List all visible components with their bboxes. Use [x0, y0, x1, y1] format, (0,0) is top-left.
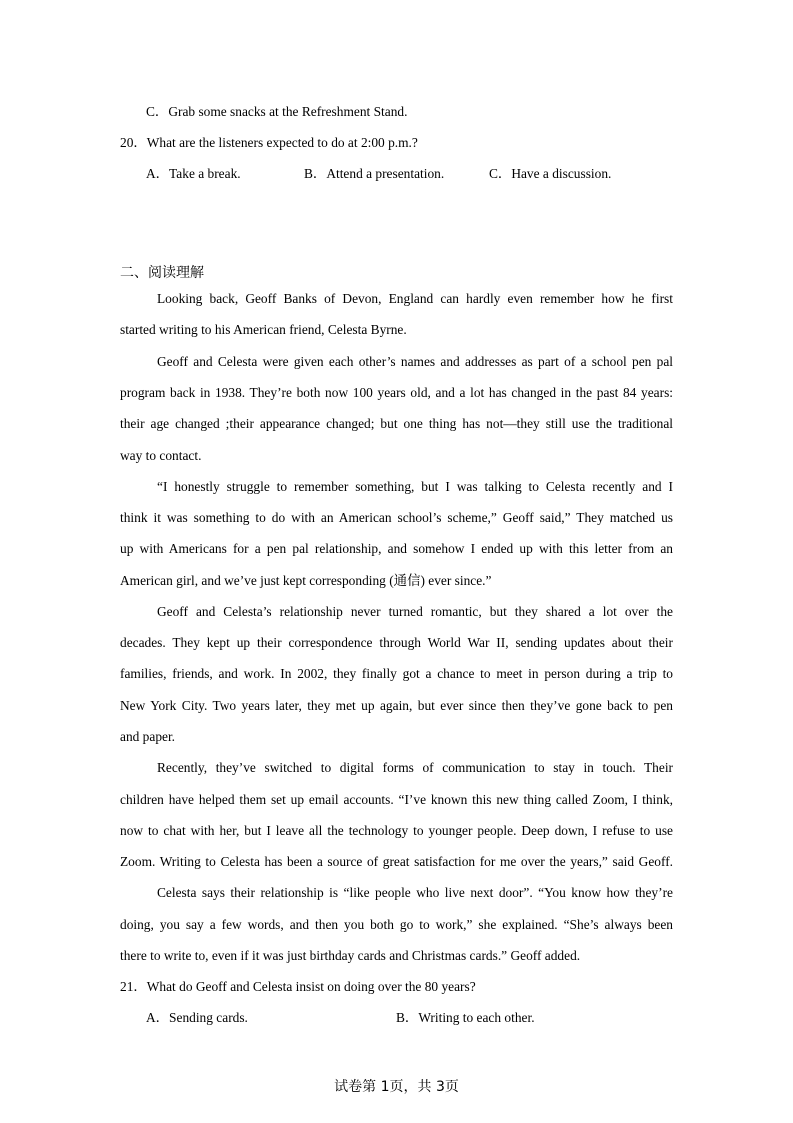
passage-line: there to write to, even if it was just birthday cards and Christmas cards.” Geoff added. — [120, 948, 581, 963]
q20-option-a: A．Take a break. — [146, 166, 241, 181]
passage-line: started writing to his American friend, Celesta Byrne. — [120, 322, 407, 337]
section-heading: 二、阅读理解 — [120, 265, 204, 281]
passage-line: now to chat with her, but I leave all the technology to younger people. Deep down, I refuse to use — [120, 823, 673, 838]
passage-line: think it was something to do with an American school’s scheme,” Geoff said,” They matched us — [120, 510, 673, 525]
passage-line: their age changed ;their appearance changed; but one thing has not—they still use the traditional — [120, 416, 673, 431]
passage-line: families, friends, and work. In 2002, they finally got a chance to meet in person during a trip to — [120, 666, 673, 681]
passage-line: Looking back, Geoff Banks of Devon, England can hardly even remember how he first — [157, 291, 673, 306]
passage-line: Geoff and Celesta were given each other’s names and addresses as part of a school pen pal — [157, 354, 673, 369]
q20-option-c: C．Have a discussion. — [489, 166, 612, 181]
q21-option-b: B．Writing to each other. — [396, 1010, 535, 1025]
passage-line: “I honestly struggle to remember something, but I was talking to Celesta recently and I — [157, 479, 673, 494]
passage-line: and paper. — [120, 729, 176, 744]
q21-stem: 21．What do Geoff and Celesta insist on doing over the 80 years? — [120, 979, 476, 994]
passage-line: program back in 1938. They’re both now 100 years old, and a lot has changed in the past 84 years: — [120, 385, 673, 400]
passage-line: American girl, and we’ve just kept corresponding (通信) ever since.” — [120, 573, 492, 588]
passage-line: Recently, they’ve switched to digital forms of communication to stay in touch. Their — [157, 760, 673, 775]
passage-line: doing, you say a few words, and then you both go to work,” she explained. “She’s always been — [120, 917, 673, 932]
passage-line: Celesta says their relationship is “like people who live next door”. “You know how they’re — [157, 885, 673, 900]
passage-line: Zoom. Writing to Celesta has been a source of great satisfaction for me over the years,” said Geoff. — [120, 854, 673, 869]
passage-line: New York City. Two years later, they met up again, but ever since then they’ve gone back to pen — [120, 698, 673, 713]
q20-stem: 20．What are the listeners expected to do at 2:00 p.m.? — [120, 135, 418, 150]
page-footer: 试卷第 1页，共 3页 — [334, 1079, 459, 1095]
q19-option-c: C．Grab some snacks at the Refreshment Stand. — [146, 104, 408, 119]
passage-line: way to contact. — [120, 448, 202, 463]
passage-line: decades. They kept up their correspondence through World War II, sending updates about their — [120, 635, 673, 650]
passage-line: Geoff and Celesta’s relationship never turned romantic, but they shared a lot over the — [157, 604, 673, 619]
q20-option-b: B．Attend a presentation. — [304, 166, 445, 181]
passage-line: up with Americans for a pen pal relationship, and somehow I ended up with this letter from an — [120, 541, 673, 556]
passage-line: children have helped them set up email accounts. “I’ve known this new thing called Zoom, I think, — [120, 792, 673, 807]
q21-option-a: A．Sending cards. — [146, 1010, 248, 1025]
